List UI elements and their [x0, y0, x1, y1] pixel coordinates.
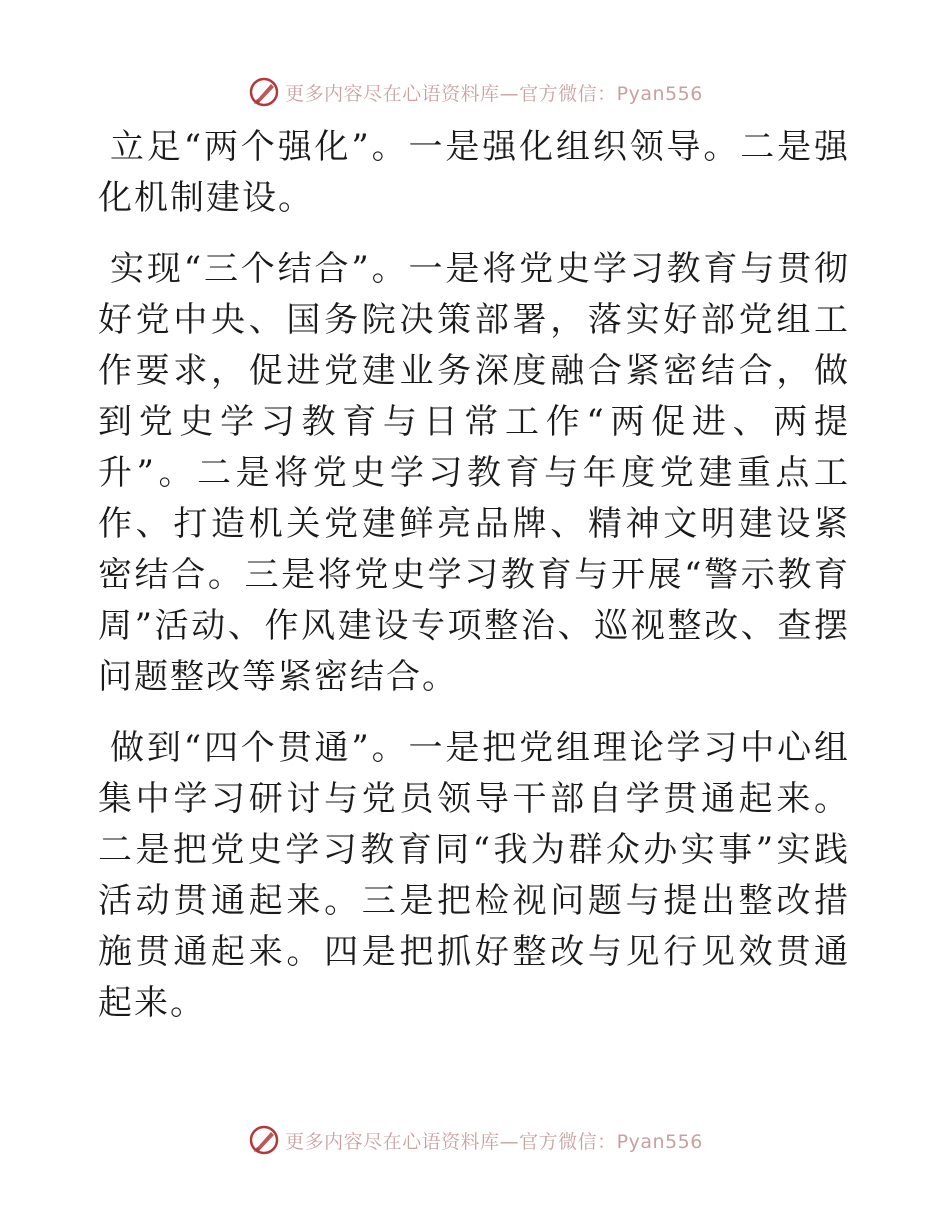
watermark-text: 更多内容尽在心语资料库—官方微信：Pyan556	[285, 82, 703, 105]
paragraph-2: 实现“三个结合”。一是将党史学习教育与贯彻好党中央、国务院决策部署，落实好部党组工作要求，促进党建业务深度融合紧密结合，做到党史学习教育与日常工作“两促进、两提升”。二是将党史学习教育与年度党建重点工作、打造机关党建鲜亮品牌、精神文明建设紧密结合。三是将党史学习教育与开展“警示教育周”活动、作风建设专项整治、巡视整改、查摆问题整改等紧密结合。	[98, 249, 850, 697]
watermark-text: 更多内容尽在心语资料库—官方微信：Pyan556	[285, 1130, 703, 1153]
pen-logo-icon	[247, 1123, 281, 1157]
paragraph-3: 做到“四个贯通”。一是把党组理论学习中心组集中学习研讨与党员领导干部自学贯通起来。二是把党史学习教育同“我为群众办实事”实践活动贯通起来。三是把检视问题与提出整改措施贯通起来。四是把抓好整改与见行见效贯通起来。	[98, 728, 850, 1023]
footer-watermark	[0, 1120, 950, 1160]
paragraph-1: 立足“两个强化”。一是强化组织领导。二是强化机制建设。	[98, 127, 850, 218]
pen-logo-icon	[247, 75, 281, 109]
document-body	[98, 122, 850, 1049]
header-watermark	[0, 72, 950, 112]
